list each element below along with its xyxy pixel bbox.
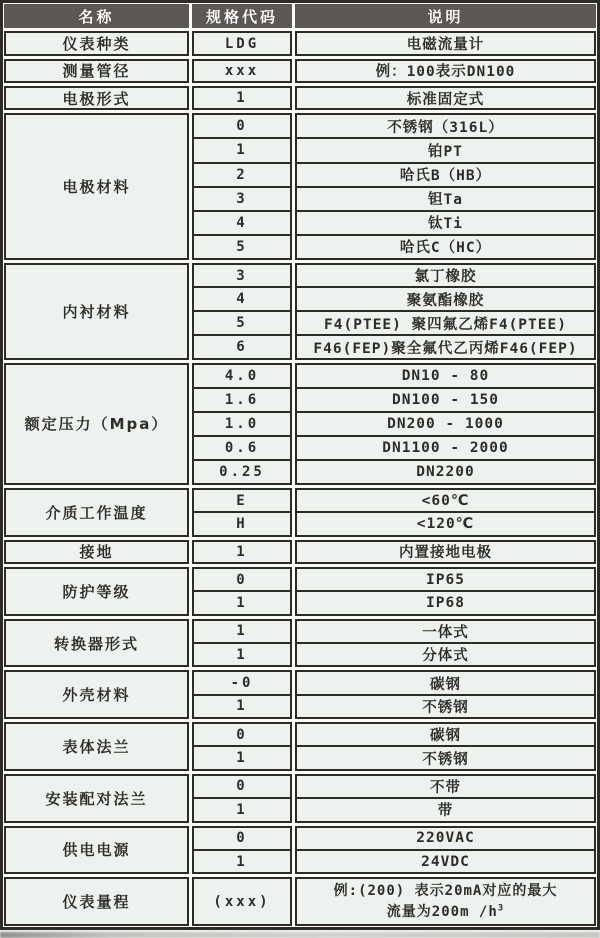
group-name-cell: 接地	[4, 540, 189, 564]
group-name-cell: 防护等级	[4, 567, 189, 616]
group-row-10	[4, 619, 596, 668]
group-name-cell: 电极形式	[4, 86, 189, 110]
desc-value: 220VAC	[416, 830, 475, 847]
group-name-cell: 介质工作温度	[4, 488, 189, 537]
desc-value: 哈氏B（HB）	[297, 162, 594, 186]
desc-value: DN1100 - 2000	[297, 435, 594, 459]
group-row-12	[4, 722, 596, 771]
group-name-cell: 内衬材料	[4, 263, 189, 360]
code-value: 1	[194, 797, 290, 820]
desc-cell	[295, 113, 596, 259]
group-name-cell: 安装配对法兰	[4, 774, 189, 823]
code-value: 2	[194, 162, 290, 186]
desc-value: DN2200	[297, 459, 594, 483]
desc-value: 钛Ti	[297, 210, 594, 234]
desc-cell	[295, 86, 596, 110]
desc-value	[297, 879, 594, 924]
code-cell	[192, 86, 292, 110]
group-row-7	[4, 488, 596, 537]
code-value: 1	[236, 90, 248, 107]
code-value: 0.6	[194, 435, 290, 459]
group-name-cell: 测量管径	[4, 59, 189, 83]
code-value: 1	[236, 623, 248, 640]
desc-value: 不锈钢	[297, 694, 594, 717]
code-cell	[192, 826, 292, 875]
code-value: 0.25	[194, 459, 290, 483]
desc-cell	[295, 567, 596, 616]
header-cell-name: 名称	[4, 4, 189, 28]
code-value: 3	[194, 186, 290, 210]
desc-cell	[295, 263, 596, 360]
group-row-6	[4, 363, 596, 485]
desc-value: DN200 - 1000	[297, 411, 594, 435]
desc-value: 标准固定式	[406, 91, 485, 108]
desc-value: 铂PT	[297, 137, 594, 161]
code-value: 6	[194, 334, 290, 358]
desc-value: 哈氏C（HC）	[297, 234, 594, 258]
group-row-9	[4, 567, 596, 616]
desc-value: 不锈钢	[297, 745, 594, 768]
desc-value: <120℃	[297, 511, 594, 534]
code-value: (xxx)	[213, 893, 271, 910]
code-value: H	[194, 511, 290, 534]
code-value: 4	[194, 210, 290, 234]
code-value: 0	[236, 118, 248, 135]
desc-cell	[295, 363, 596, 485]
desc-value: DN100 - 150	[297, 387, 594, 411]
code-value: 1	[236, 543, 248, 560]
desc-cell	[295, 722, 596, 771]
group-name-cell: 电极材料	[4, 113, 189, 259]
group-name-cell: 转换器形式	[4, 619, 189, 668]
desc-value: IP68	[297, 590, 594, 613]
group-row-4	[4, 113, 596, 259]
desc-cell	[295, 540, 596, 564]
desc-value: <60℃	[421, 492, 470, 509]
code-value: 4.0	[224, 368, 260, 385]
group-row-14	[4, 826, 596, 875]
desc-value: 电磁流量计	[406, 37, 485, 54]
desc-value: 例：100表示DN100	[375, 64, 516, 81]
code-cell	[192, 567, 292, 616]
desc-value: F4(PTEE) 聚四氟乙烯F4(PTEE)	[297, 310, 594, 334]
desc-value: DN10 - 80	[401, 368, 490, 385]
code-value: 3	[236, 267, 248, 284]
code-value: -0	[230, 675, 254, 692]
desc-value: 碳钢	[430, 676, 461, 693]
code-value: xxx	[224, 62, 260, 79]
desc-cell	[295, 619, 596, 668]
code-cell	[192, 31, 292, 55]
code-cell	[192, 619, 292, 668]
code-value: 5	[194, 234, 290, 258]
photo-bottom-edge	[0, 932, 600, 938]
code-cell	[192, 263, 292, 360]
code-cell	[192, 540, 292, 564]
group-row-2	[4, 59, 596, 83]
group-row-8	[4, 540, 596, 564]
desc-value: 内置接地电极	[399, 545, 492, 562]
code-cell	[192, 722, 292, 771]
desc-value: F46(FEP)聚全氟代乙丙烯F46(FEP)	[297, 334, 594, 358]
group-row-15	[4, 877, 596, 926]
desc-value: 聚氨酯橡胶	[297, 286, 594, 310]
code-value: 0	[236, 830, 248, 847]
group-name-cell: 仪表种类	[4, 31, 189, 55]
group-name-cell: 仪表量程	[4, 877, 189, 926]
code-value: 0	[236, 778, 248, 795]
code-value: 0	[236, 571, 248, 588]
code-value: 1.0	[194, 411, 290, 435]
group-row-5	[4, 263, 596, 360]
desc-cell	[295, 488, 596, 537]
group-row-13	[4, 774, 596, 823]
code-cell	[192, 877, 292, 926]
header-cell-code: 规格代码	[192, 4, 292, 28]
desc-value: 氯丁橡胶	[414, 269, 477, 286]
code-value: LDG	[224, 35, 260, 52]
desc-cell	[295, 877, 596, 926]
code-value: 4	[194, 286, 290, 310]
desc-value: 24VDC	[297, 849, 594, 872]
desc-cell	[295, 670, 596, 719]
table-header-row	[4, 4, 596, 28]
desc-superscript: 3	[497, 902, 505, 913]
code-value: 1	[194, 590, 290, 613]
desc-line1: 例:(200) 表示20mA对应的最大	[333, 883, 558, 900]
code-value: 1	[194, 642, 290, 665]
code-cell	[192, 59, 292, 83]
group-name-cell: 外壳材料	[4, 670, 189, 719]
group-name-cell: 表体法兰	[4, 722, 189, 771]
desc-line2-text: 流量为200m /h	[386, 903, 498, 920]
code-cell	[192, 774, 292, 823]
desc-cell	[295, 774, 596, 823]
code-cell	[192, 670, 292, 719]
code-value: 1	[194, 694, 290, 717]
group-row-1	[4, 31, 596, 55]
desc-value: IP65	[426, 571, 465, 588]
code-value: 1.6	[194, 387, 290, 411]
code-cell	[192, 113, 292, 259]
desc-cell	[295, 31, 596, 55]
code-value: 5	[194, 310, 290, 334]
desc-value: 带	[297, 797, 594, 820]
code-cell	[192, 363, 292, 485]
code-value: 1	[194, 849, 290, 872]
group-row-11	[4, 670, 596, 719]
header-cell-desc: 说明	[295, 4, 596, 28]
code-value: 0	[236, 726, 248, 743]
group-name-cell: 供电电源	[4, 826, 189, 875]
desc-value: 一体式	[422, 624, 469, 641]
desc-value: 不带	[430, 779, 461, 796]
desc-line2	[387, 902, 504, 922]
code-value: E	[236, 492, 248, 509]
code-value: 1	[194, 137, 290, 161]
group-row-3	[4, 86, 596, 110]
desc-cell	[295, 826, 596, 875]
code-cell	[192, 488, 292, 537]
desc-value: 碳钢	[430, 728, 461, 745]
group-name-cell: 额定压力（Mpa）	[4, 363, 189, 485]
desc-value: 分体式	[297, 642, 594, 665]
desc-value: 不锈钢（316L）	[387, 119, 504, 136]
code-value: 1	[194, 745, 290, 768]
desc-value: 钽Ta	[297, 186, 594, 210]
desc-cell	[295, 59, 596, 83]
